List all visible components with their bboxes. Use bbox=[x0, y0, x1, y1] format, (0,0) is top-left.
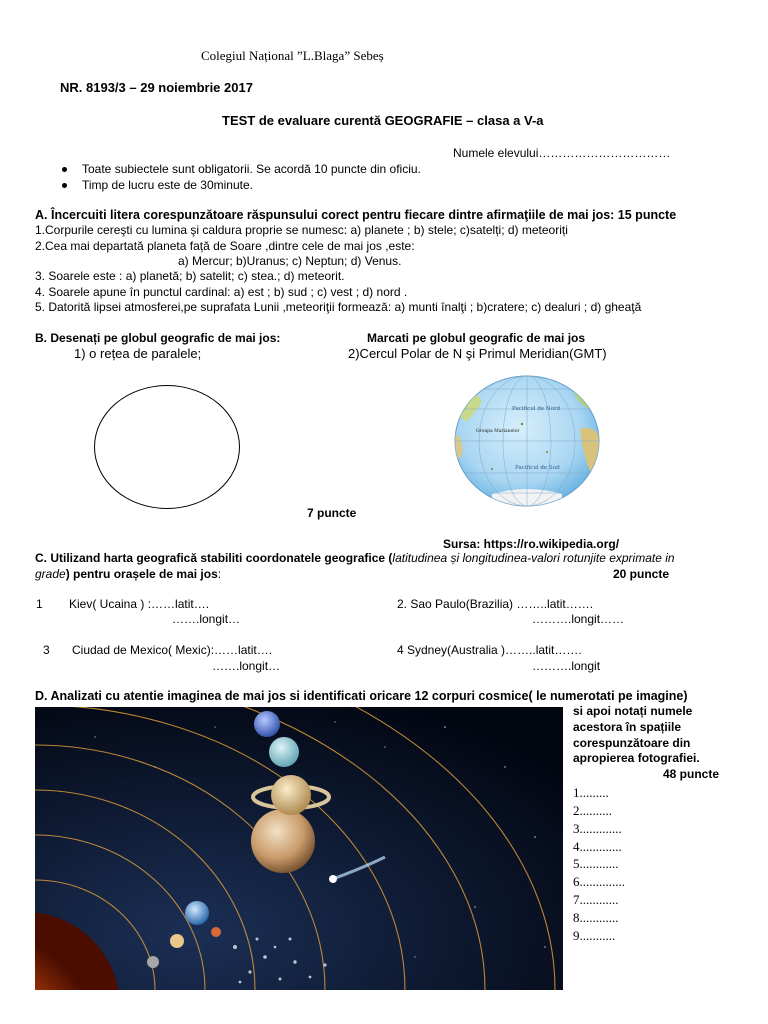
section-c-title-italic: latitudinea și longitudinea-valori rotunjite exprimate in bbox=[392, 551, 675, 565]
rule-2: Timp de lucru este de 30minute. bbox=[82, 178, 253, 192]
city-3-number: 3 bbox=[43, 643, 50, 657]
section-c-title-italic2: grade bbox=[35, 567, 66, 581]
city-1-longitude[interactable]: …….longit… bbox=[172, 612, 241, 626]
answer-line-4[interactable]: 4............. bbox=[573, 839, 622, 854]
city-3-longitude[interactable]: …….longit… bbox=[212, 659, 281, 673]
section-c-title-line2 bbox=[35, 567, 221, 581]
globe-label-islands: Groapa Marianelor bbox=[476, 429, 520, 434]
question-2: 2.Cea mai departată planeta față de Soare ,dintre cele de mai jos ,este: bbox=[35, 239, 415, 253]
test-title: TEST de evaluare curentă GEOGRAFIE – clasa a V-a bbox=[222, 113, 544, 128]
section-c-title-colon: : bbox=[217, 567, 222, 581]
answer-line-2[interactable]: 2.......... bbox=[573, 803, 612, 818]
section-d-text-1: si apoi notați numele bbox=[573, 704, 693, 718]
question-1: 1.Corpurile cereşti cu lumina şi caldura proprie se numesc: a) planete ; b) stele; c)satelți; d) meteoriți bbox=[35, 223, 568, 237]
question-4: 4. Soarele apune în punctul cardinal: a) est ; b) sud ; c) vest ; d) nord . bbox=[35, 285, 408, 299]
city-1-latitude[interactable]: Kiev( Ucaina ) :……latit…. bbox=[69, 597, 210, 611]
answer-line-1[interactable]: 1......... bbox=[573, 785, 609, 800]
globe-map-image bbox=[452, 374, 602, 508]
globe-label-south: Pacificul de Sud bbox=[515, 465, 560, 471]
solar-system-image bbox=[35, 707, 563, 990]
section-d-text-4: apropierea fotografiei. bbox=[573, 751, 700, 765]
answer-line-5[interactable]: 5............ bbox=[573, 856, 619, 871]
city-3-latitude[interactable]: Ciudad de Mexico( Mexic):……latit…. bbox=[72, 643, 273, 657]
city-1-number: 1 bbox=[36, 597, 43, 611]
answer-line-9[interactable]: 9........... bbox=[573, 928, 616, 943]
city-2-latitude[interactable]: 2. Sao Paulo(Brazilia) ……..latit……. bbox=[397, 597, 594, 611]
section-b-item-1: 1) o rețea de paralele; bbox=[74, 346, 202, 361]
city-4-latitude[interactable]: 4 Sydney(Australia )……..latit……. bbox=[397, 643, 582, 657]
image-source: Sursa: https://ro.wikipedia.org/ bbox=[443, 537, 620, 551]
section-c-title-bold2: ) pentru orașele de mai jos bbox=[65, 567, 218, 581]
bullet-icon bbox=[62, 183, 67, 188]
answer-line-7[interactable]: 7............ bbox=[573, 892, 619, 907]
section-b-item-2: 2)Cercul Polar de N şi Primul Meridian(GMT) bbox=[348, 346, 607, 361]
question-5: 5. Datorită lipsei atmosferei,pe suprafata Lunii ,meteoriţii formează: a) munti înalţi ; b)cratere; c) dealuri ; d) gheaţă bbox=[35, 300, 642, 314]
section-b-title: B. Desenați pe globul geografic de mai jos: bbox=[35, 331, 281, 345]
globe-label-north: Pacificul de Nord bbox=[512, 406, 561, 412]
bullet-icon bbox=[62, 167, 67, 172]
question-3: 3. Soarele este : a) planetă; b) satelit; c) stea.; d) meteorit. bbox=[35, 269, 345, 283]
student-name-field[interactable]: Numele elevului…………………………… bbox=[453, 146, 671, 160]
city-2-longitude[interactable]: ……….longit…… bbox=[532, 612, 625, 626]
section-d-text-3: corespunzătoare din bbox=[573, 736, 691, 750]
blank-globe-circle[interactable] bbox=[94, 385, 240, 509]
section-d-text-2: acestora în spațiile bbox=[573, 720, 682, 734]
answer-line-6[interactable]: 6.............. bbox=[573, 874, 625, 889]
section-b-title-right: Marcati pe globul geografic de mai jos bbox=[367, 331, 586, 345]
answer-line-8[interactable]: 8............ bbox=[573, 910, 619, 925]
section-c-title-bold: C. Utilizand harta geografică stabiliti coordonatele geografice ( bbox=[35, 551, 393, 565]
city-4-longitude[interactable]: ……….longit bbox=[532, 659, 601, 673]
section-d-points: 48 puncte bbox=[663, 767, 720, 781]
school-name: Colegiul Național ”L.Blaga” Sebeș bbox=[201, 48, 384, 63]
document-number: NR. 8193/3 – 29 noiembrie 2017 bbox=[60, 80, 253, 95]
section-a-title: A. Încercuiti litera corespunzătoare răspunsului corect pentru fiecare dintre afirmaţiile de mai jos: 15 puncte bbox=[35, 208, 677, 222]
section-c-title bbox=[35, 551, 675, 565]
rule-1: Toate subiectele sunt obligatorii. Se acordă 10 puncte din oficiu. bbox=[82, 162, 421, 176]
section-c-points: 20 puncte bbox=[613, 567, 670, 581]
section-b-points: 7 puncte bbox=[307, 506, 357, 520]
question-2-options: a) Mercur; b)Uranus; c) Neptun; d) Venus. bbox=[178, 254, 402, 268]
answer-line-3[interactable]: 3............. bbox=[573, 821, 622, 836]
section-d-title: D. Analizati cu atentie imaginea de mai jos si identificati oricare 12 corpuri cosmice( le numerotati pe imagine) bbox=[35, 689, 688, 703]
